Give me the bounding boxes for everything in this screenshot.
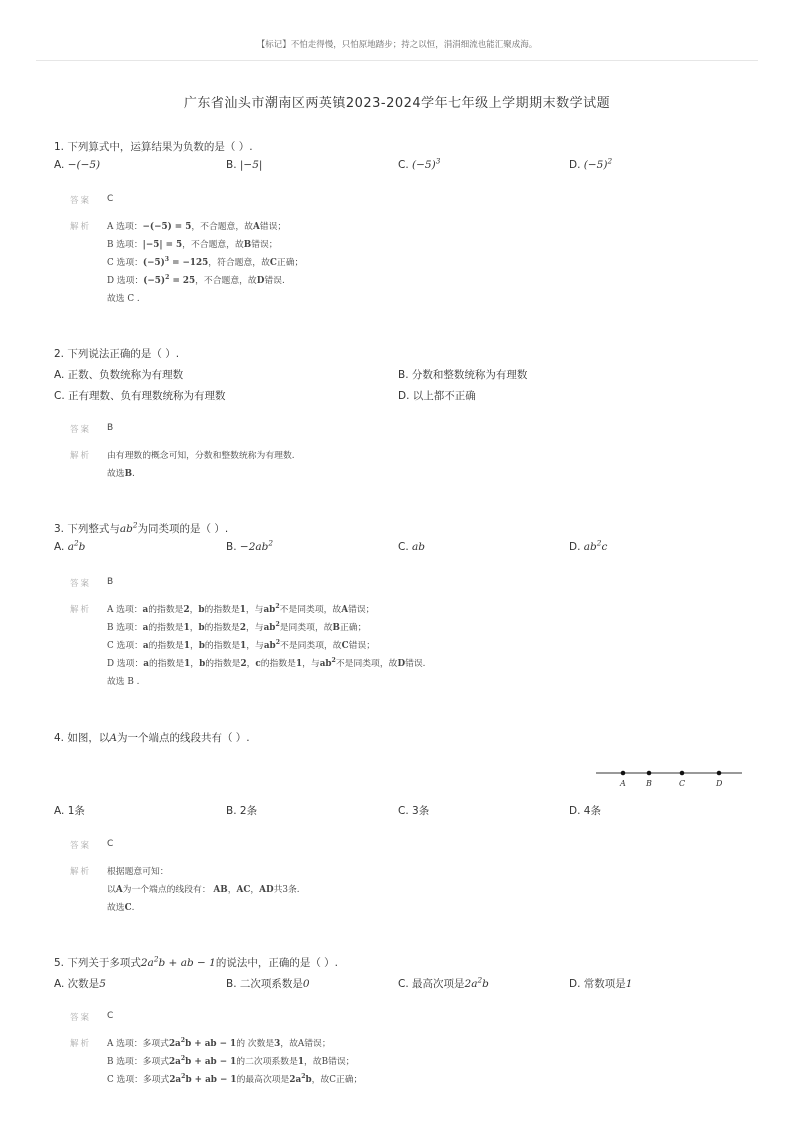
q3-option-b[interactable]: B. $-2ab^2$ bbox=[226, 538, 274, 553]
line-segment-figure bbox=[590, 763, 750, 795]
q4-option-c[interactable]: C. 3条 bbox=[398, 805, 430, 817]
analysis-label: 解析 bbox=[70, 222, 92, 232]
q5-exp-b: B 选项：多项式$2a^2b$ + ab − 1的二次项系数是1，故B错误； bbox=[107, 1055, 355, 1067]
question-3-stem: 3. 下列整式与$ab^2$为同类项的是（ ）. bbox=[54, 520, 229, 535]
q3-option-c[interactable]: C. ab bbox=[398, 541, 425, 553]
q4-exp-1: 根据题意可知： bbox=[107, 867, 169, 877]
q4-exp-2: 以A为一个端点的线段有： AB，AC，AD共3条. bbox=[107, 885, 300, 895]
page-title: 广东省汕头市潮南区两英镇2023-2024学年七年级上学期期末数学试题 bbox=[183, 96, 611, 111]
q4-option-a[interactable]: A. 1条 bbox=[54, 805, 85, 817]
answer-label: 答案 bbox=[70, 425, 92, 435]
q1-answer: C bbox=[107, 194, 114, 204]
q3-option-a[interactable]: A. $a^2b$ bbox=[54, 538, 86, 553]
q1-exp-c: C 选项：$(-5)^3 = -125$，符合题意，故C正确； bbox=[107, 256, 304, 268]
q5-exp-a: A 选项：多项式$2a^2b$ + ab − 1的 次数是3，故A错误； bbox=[107, 1037, 331, 1049]
q1-option-a[interactable]: A. −(−5) bbox=[54, 159, 101, 171]
question-1-stem: 1. 下列算式中，运算结果为负数的是（ ）. bbox=[54, 141, 253, 153]
q3-conclusion: 故选 B . bbox=[107, 677, 140, 687]
q3-option-d[interactable]: D. $ab^2c$ bbox=[569, 538, 608, 553]
point-a bbox=[621, 771, 626, 776]
answer-label: 答案 bbox=[70, 841, 92, 851]
analysis-label: 解析 bbox=[70, 451, 92, 461]
q1-conclusion: 故选 C . bbox=[107, 294, 140, 304]
q1-exp-d: D 选项：$(-5)^2 = 25$，不合题意，故D错误. bbox=[107, 274, 285, 286]
q4-exp-3: 故选C. bbox=[107, 903, 135, 913]
point-a-label: A bbox=[620, 779, 626, 788]
point-c bbox=[680, 771, 685, 776]
point-b-label: B bbox=[646, 779, 652, 788]
q3-exp-c: C 选项：a的指数是1，b的指数是1，与$ab^2$不是同类项，故C错误； bbox=[107, 639, 376, 651]
q1-exp-a: A 选项：−(−5) = 5，不合题意，故A错误； bbox=[107, 222, 287, 232]
q4-answer: C bbox=[107, 839, 114, 849]
analysis-label: 解析 bbox=[70, 605, 92, 615]
question-4-stem: 4. 如图，以A为一个端点的线段共有（ ）. bbox=[54, 732, 250, 744]
q4-option-d[interactable]: D. 4条 bbox=[569, 805, 601, 817]
q5-exp-c: C 选项：多项式$2a^2b$ + ab − 1的最高次项是$2a^2b$，故C正确； bbox=[107, 1073, 363, 1085]
q2-answer: B bbox=[107, 423, 114, 433]
answer-label: 答案 bbox=[70, 579, 92, 589]
q1-option-d[interactable]: D. $(-5)^2$ bbox=[569, 156, 613, 171]
q5-option-c[interactable]: C. 最高次项是$2a^2b$ bbox=[398, 975, 489, 990]
q2-option-b[interactable]: B. 分数和整数统称为有理数 bbox=[398, 369, 528, 381]
q5-option-b[interactable]: B. 二次项系数是0 bbox=[226, 978, 310, 990]
q1-option-b[interactable]: B. |−5| bbox=[226, 159, 263, 171]
analysis-label: 解析 bbox=[70, 1039, 92, 1049]
q2-option-d[interactable]: D. 以上都不正确 bbox=[398, 390, 476, 402]
q3-answer: B bbox=[107, 577, 114, 587]
analysis-label: 解析 bbox=[70, 867, 92, 877]
motto: 【标记】不怕走得慢，只怕原地踏步；持之以恒，涓涓细流也能汇聚成海。 bbox=[256, 40, 538, 50]
point-b bbox=[647, 771, 652, 776]
point-c-label: C bbox=[679, 779, 686, 788]
q1-exp-b: B 选项：|−5| = 5，不合题意，故B错误； bbox=[107, 240, 278, 250]
point-d bbox=[717, 771, 722, 776]
q3-exp-a: A 选项：a的指数是2，b的指数是1，与$ab^2$不是同类项，故A错误； bbox=[107, 603, 375, 615]
q1-option-c[interactable]: C. $(-5)^3$ bbox=[398, 156, 441, 171]
q3-exp-b: B 选项：a的指数是1，b的指数是2，与$ab^2$是同类项，故B正确； bbox=[107, 621, 367, 633]
q2-option-c[interactable]: C. 正有理数、负有理数统称为有理数 bbox=[54, 390, 226, 402]
q2-exp-2: 故选B. bbox=[107, 469, 135, 479]
top-divider bbox=[36, 60, 758, 61]
q3-exp-d: D 选项：a的指数是1，b的指数是2，c的指数是1，与$ab^2$不是同类项，故D错误. bbox=[107, 657, 426, 669]
q5-answer: C bbox=[107, 1011, 114, 1021]
question-2-stem: 2. 下列说法正确的是（ ）. bbox=[54, 348, 180, 360]
q4-option-b[interactable]: B. 2条 bbox=[226, 805, 258, 817]
answer-label: 答案 bbox=[70, 196, 92, 206]
question-5-stem: 5. 下列关于多项式$2a^2b$ + ab − 1的说法中，正确的是（ ）. bbox=[54, 954, 339, 969]
answer-label: 答案 bbox=[70, 1013, 92, 1023]
q5-option-a[interactable]: A. 次数是5 bbox=[54, 978, 106, 990]
q2-exp-1: 由有理数的概念可知，分数和整数统称为有理数. bbox=[107, 451, 295, 461]
point-d-label: D bbox=[716, 779, 723, 788]
q2-option-a[interactable]: A. 正数、负数统称为有理数 bbox=[54, 369, 184, 381]
q5-option-d[interactable]: D. 常数项是1 bbox=[569, 978, 633, 990]
